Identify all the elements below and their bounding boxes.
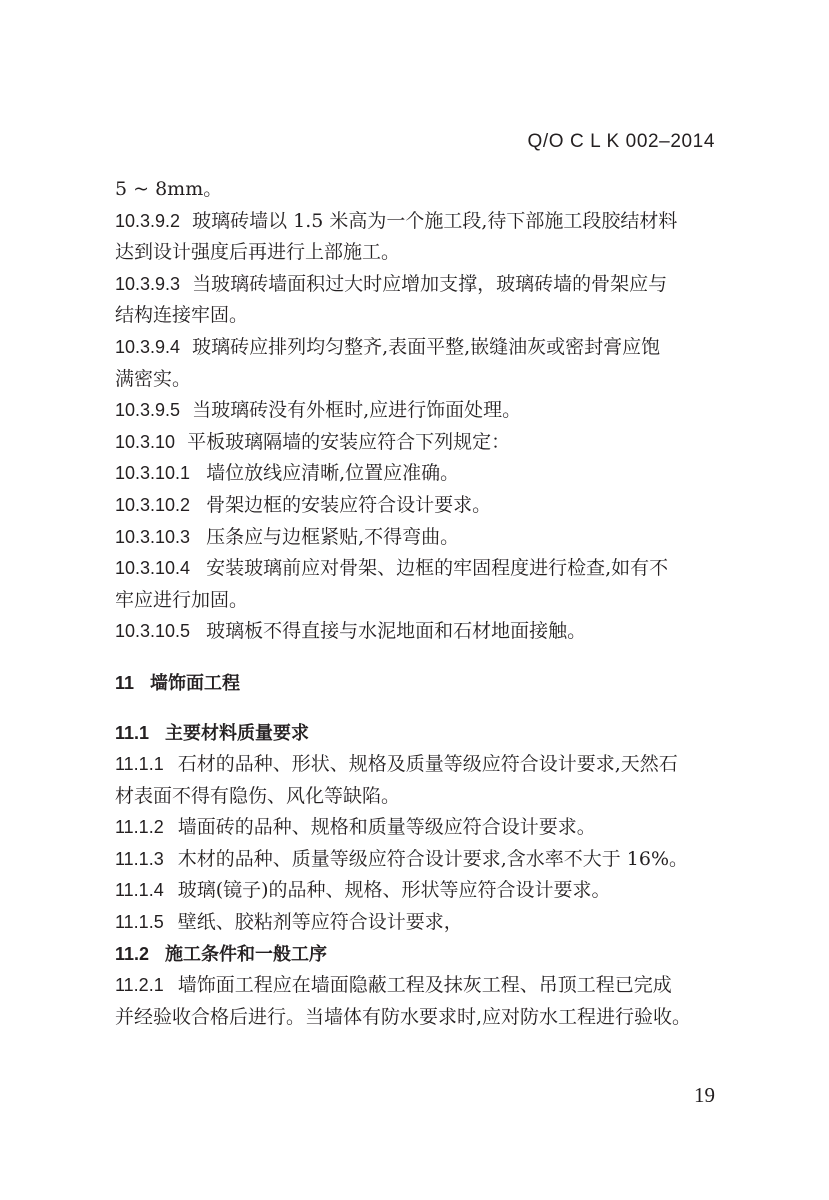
clause-10-3-9-2-cont: 达到设计强度后再进行上部施工。 (115, 241, 401, 264)
item-text: 壁纸、胶粘剂等应符合设计要求， (177, 911, 463, 934)
clause-10-3-9-2 (115, 206, 721, 238)
page-number: 19 (694, 1083, 715, 1107)
clause-text: 安装玻璃前应对骨架、边框的牢固程度进行检查,如有不 (206, 557, 669, 580)
clause-number: 10.3.10.2 (115, 494, 191, 515)
item-11-2-1 (115, 970, 721, 1002)
item-text: 墙面砖的品种、规格和质量等级应符合设计要求。 (177, 816, 596, 839)
clause-number: 10.3.9.3 (115, 273, 181, 294)
item-11-1-5 (115, 907, 721, 939)
clause-number: 10.3.10.3 (115, 526, 191, 547)
clause-10-3-10-5 (115, 616, 721, 648)
clause-number: 10.3.10.1 (115, 463, 191, 484)
clause-text: 当玻璃砖墙面积过大时应增加支撑，玻璃砖墙的骨架应与 (192, 272, 668, 295)
clause-10-3-10-1 (115, 458, 721, 490)
clause-10-3-9-4-cont: 满密实。 (115, 367, 192, 390)
item-number: 11.1.5 (115, 912, 164, 933)
item-text: 石材的品种、形状、规格及质量等级应符合设计要求,天然石 (177, 753, 678, 776)
item-11-2-1-cont: 并经验收合格后进行。当墙体有防水要求时,应对防水工程进行验收。 (115, 1005, 692, 1028)
item-11-1-3 (115, 844, 721, 876)
item-number: 11.1.4 (115, 880, 164, 901)
item-number: 11.1.3 (115, 848, 164, 869)
standard-code: Q/O C L K 002–2014 (527, 131, 715, 152)
clause-10-3-10 (115, 427, 721, 459)
clause-10-3-9-5 (115, 395, 721, 427)
clause-number: 10.3.10 (115, 431, 176, 452)
clause-10-3-9-3-cont: 结构连接牢固。 (115, 304, 249, 327)
clause-10-3-9-4 (115, 332, 721, 364)
item-11-1-4 (115, 875, 721, 907)
section-title: 施工条件和一般工序 (165, 943, 328, 965)
item-text: 木材的品种、质量等级应符合设计要求,含水率不大于 16%。 (177, 847, 689, 870)
clause-number: 10.3.9.2 (115, 210, 181, 231)
section-number: 11.1 (115, 722, 150, 743)
clause-number: 10.3.9.4 (115, 336, 181, 357)
chapter-title: 墙饰面工程 (150, 672, 241, 694)
clause-text: 玻璃砖墙以 1.5 米高为一个施工段,待下部施工段胶结材料 (192, 209, 678, 232)
clause-10-3-10-3 (115, 522, 721, 554)
continued-text: 5 ~ 8mm。 (115, 178, 223, 200)
item-11-1-1 (115, 749, 721, 781)
clause-text: 墙位放线应清晰,位置应准确。 (206, 462, 460, 485)
clause-number: 10.3.9.5 (115, 400, 181, 421)
clause-number: 10.3.10.5 (115, 621, 191, 642)
section-heading-11-2 (115, 939, 721, 971)
clause-10-3-10-4-cont: 牢应进行加固。 (115, 588, 249, 611)
item-11-1-1-cont: 材表面不得有隐伤、风化等缺陷。 (115, 784, 401, 807)
chapter-number: 11 (115, 672, 135, 693)
section-title: 主要材料质量要求 (165, 722, 310, 744)
clause-text: 玻璃砖应排列均匀整齐,表面平整,嵌缝油灰或密封膏应饱 (192, 335, 661, 358)
clause-10-3-10-2 (115, 490, 721, 522)
clause-text: 当玻璃砖没有外框时,应进行饰面处理。 (192, 399, 522, 422)
item-number: 11.1.1 (115, 754, 164, 775)
chapter-heading (115, 668, 721, 700)
item-text: 玻璃(镜子)的品种、规格、形状等应符合设计要求。 (177, 879, 611, 902)
item-11-1-2 (115, 812, 721, 844)
clause-number: 10.3.10.4 (115, 558, 191, 579)
clause-text: 玻璃板不得直接与水泥地面和石材地面接触。 (206, 620, 587, 643)
section-heading-11-1 (115, 718, 721, 750)
document-body (115, 174, 721, 1033)
clause-text: 骨架边框的安装应符合设计要求。 (206, 493, 492, 516)
section-number: 11.2 (115, 943, 150, 964)
clause-text: 平板玻璃隔墙的安装应符合下列规定： (187, 430, 511, 453)
item-number: 11.1.2 (115, 817, 164, 838)
item-text: 墙饰面工程应在墙面隐蔽工程及抹灰工程、吊顶工程已完成 (177, 974, 672, 997)
clause-10-3-9-3 (115, 269, 721, 301)
clause-text: 压条应与边框紧贴,不得弯曲。 (206, 525, 460, 548)
clause-10-3-10-4 (115, 553, 721, 585)
item-number: 11.2.1 (115, 975, 164, 996)
